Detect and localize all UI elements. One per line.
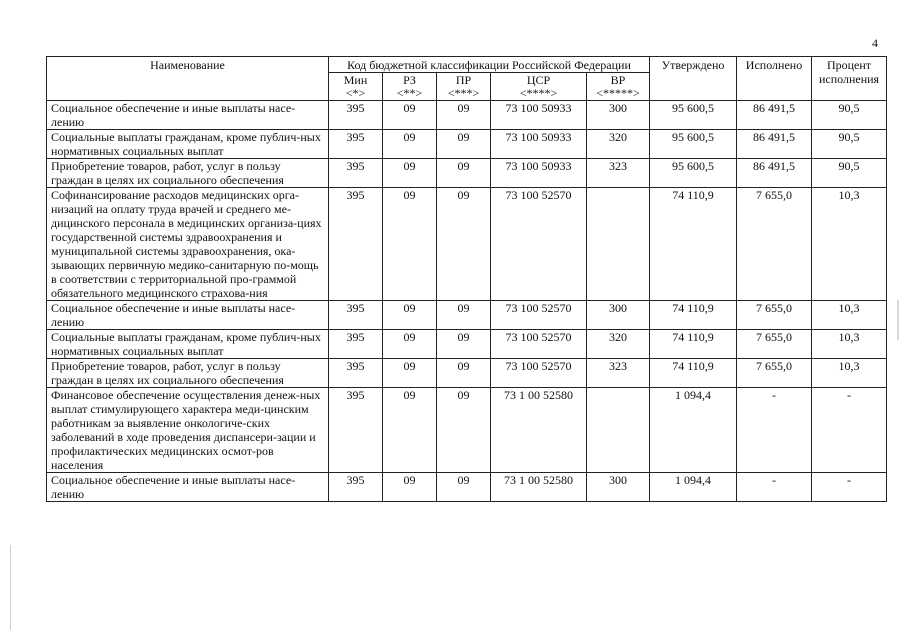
scan-edge-line bbox=[10, 545, 11, 630]
row-pr: 09 bbox=[437, 130, 491, 159]
row-min: 395 bbox=[329, 188, 383, 301]
row-min: 395 bbox=[329, 359, 383, 388]
header-rz-label: РЗ bbox=[403, 73, 416, 87]
row-executed: 86 491,5 bbox=[737, 101, 812, 130]
row-min: 395 bbox=[329, 159, 383, 188]
row-pr: 09 bbox=[437, 330, 491, 359]
header-pr-label: ПР bbox=[455, 73, 472, 87]
row-name: Социальные выплаты гражданам, кроме публич-ных нормативных социальных выплат bbox=[47, 330, 329, 359]
budget-execution-table bbox=[46, 56, 887, 502]
row-vr: 300 bbox=[587, 473, 650, 502]
row-approved: 95 600,5 bbox=[650, 130, 737, 159]
row-csr: 73 1 00 52580 bbox=[491, 388, 587, 473]
table-row bbox=[47, 301, 887, 330]
row-vr bbox=[587, 388, 650, 473]
row-vr: 323 bbox=[587, 359, 650, 388]
row-csr: 73 100 52570 bbox=[491, 359, 587, 388]
header-vr-label: ВР bbox=[610, 73, 626, 87]
row-percent: 90,5 bbox=[812, 159, 887, 188]
row-csr: 73 100 50933 bbox=[491, 101, 587, 130]
row-rz: 09 bbox=[383, 188, 437, 301]
row-csr: 73 1 00 52580 bbox=[491, 473, 587, 502]
row-min: 395 bbox=[329, 130, 383, 159]
row-executed: 86 491,5 bbox=[737, 130, 812, 159]
row-executed: 7 655,0 bbox=[737, 188, 812, 301]
row-vr bbox=[587, 188, 650, 301]
header-budget-code: Код бюджетной классификации Российской Федерации bbox=[329, 57, 650, 73]
header-csr bbox=[491, 73, 587, 101]
header-vr-note: <*****> bbox=[596, 86, 640, 100]
row-rz: 09 bbox=[383, 388, 437, 473]
row-approved: 74 110,9 bbox=[650, 301, 737, 330]
row-csr: 73 100 52570 bbox=[491, 188, 587, 301]
row-min: 395 bbox=[329, 330, 383, 359]
row-pr: 09 bbox=[437, 188, 491, 301]
row-percent: 10,3 bbox=[812, 301, 887, 330]
row-approved: 74 110,9 bbox=[650, 188, 737, 301]
row-min: 395 bbox=[329, 301, 383, 330]
row-vr: 320 bbox=[587, 130, 650, 159]
row-csr: 73 100 52570 bbox=[491, 330, 587, 359]
header-min-note: <*> bbox=[345, 86, 366, 100]
row-approved: 95 600,5 bbox=[650, 101, 737, 130]
row-approved: 1 094,4 bbox=[650, 473, 737, 502]
header-rz bbox=[383, 73, 437, 101]
row-rz: 09 bbox=[383, 159, 437, 188]
table-header-row bbox=[47, 57, 887, 73]
row-vr: 300 bbox=[587, 301, 650, 330]
row-name: Приобретение товаров, работ, услуг в пользу граждан в целях их социального обеспечения bbox=[47, 359, 329, 388]
table-row bbox=[47, 188, 887, 301]
row-percent: 10,3 bbox=[812, 359, 887, 388]
row-rz: 09 bbox=[383, 330, 437, 359]
header-executed: Исполнено bbox=[737, 57, 812, 101]
row-vr: 320 bbox=[587, 330, 650, 359]
row-pr: 09 bbox=[437, 159, 491, 188]
row-approved: 74 110,9 bbox=[650, 359, 737, 388]
table-row bbox=[47, 359, 887, 388]
row-name: Софинансирование расходов медицинских орга-низаций на оплату труда врачей и среднего ме-дицинского персонала в медицинских организа-циях государственной системы здравоохранения и муниципальной системы здравоохранения, ока-зывающих первичную медико-санитарную по-мощь в соответствии с территориальной про-граммой обязательного медицинского страхова-ния bbox=[47, 188, 329, 301]
row-approved: 95 600,5 bbox=[650, 159, 737, 188]
row-min: 395 bbox=[329, 101, 383, 130]
row-percent: - bbox=[812, 388, 887, 473]
row-name: Социальное обеспечение и иные выплаты насе-лению bbox=[47, 473, 329, 502]
header-vr bbox=[587, 73, 650, 101]
page-number: 4 bbox=[872, 36, 878, 50]
header-rz-note: <**> bbox=[396, 86, 423, 100]
row-executed: - bbox=[737, 473, 812, 502]
row-rz: 09 bbox=[383, 130, 437, 159]
table-row bbox=[47, 473, 887, 502]
row-name: Социальное обеспечение и иные выплаты насе-лению bbox=[47, 301, 329, 330]
row-pr: 09 bbox=[437, 101, 491, 130]
header-name: Наименование bbox=[47, 57, 329, 101]
row-csr: 73 100 50933 bbox=[491, 130, 587, 159]
row-executed: - bbox=[737, 388, 812, 473]
row-percent: 90,5 bbox=[812, 130, 887, 159]
row-rz: 09 bbox=[383, 359, 437, 388]
header-approved: Утверждено bbox=[650, 57, 737, 101]
header-csr-label: ЦСР bbox=[526, 73, 551, 87]
row-percent: 90,5 bbox=[812, 101, 887, 130]
row-executed: 7 655,0 bbox=[737, 301, 812, 330]
row-name: Социальные выплаты гражданам, кроме публич-ных нормативных социальных выплат bbox=[47, 130, 329, 159]
row-executed: 7 655,0 bbox=[737, 330, 812, 359]
header-percent: Процент исполнения bbox=[812, 57, 887, 101]
row-vr: 323 bbox=[587, 159, 650, 188]
row-percent: 10,3 bbox=[812, 330, 887, 359]
table-row bbox=[47, 130, 887, 159]
row-pr: 09 bbox=[437, 473, 491, 502]
header-min-label: Мин bbox=[343, 73, 368, 87]
header-pr bbox=[437, 73, 491, 101]
header-csr-note: <****> bbox=[519, 86, 558, 100]
row-min: 395 bbox=[329, 473, 383, 502]
row-executed: 7 655,0 bbox=[737, 359, 812, 388]
row-csr: 73 100 50933 bbox=[491, 159, 587, 188]
header-pr-note: <***> bbox=[447, 86, 480, 100]
row-vr: 300 bbox=[587, 101, 650, 130]
row-executed: 86 491,5 bbox=[737, 159, 812, 188]
row-rz: 09 bbox=[383, 301, 437, 330]
table-row bbox=[47, 159, 887, 188]
row-percent: 10,3 bbox=[812, 188, 887, 301]
row-rz: 09 bbox=[383, 473, 437, 502]
row-pr: 09 bbox=[437, 388, 491, 473]
table-row bbox=[47, 330, 887, 359]
table-row bbox=[47, 388, 887, 473]
header-min bbox=[329, 73, 383, 101]
row-pr: 09 bbox=[437, 301, 491, 330]
table-row bbox=[47, 101, 887, 130]
row-csr: 73 100 52570 bbox=[491, 301, 587, 330]
row-name: Финансовое обеспечение осуществления денеж-ных выплат стимулирующего характера меди-цинским работникам за выявление онкологиче-ских заболеваний в ходе проведения диспансери-зации и профилактических медицинских осмот-ров населения bbox=[47, 388, 329, 473]
row-min: 395 bbox=[329, 388, 383, 473]
scan-edge-mark bbox=[897, 300, 899, 340]
row-rz: 09 bbox=[383, 101, 437, 130]
row-approved: 1 094,4 bbox=[650, 388, 737, 473]
row-pr: 09 bbox=[437, 359, 491, 388]
row-percent: - bbox=[812, 473, 887, 502]
row-approved: 74 110,9 bbox=[650, 330, 737, 359]
row-name: Приобретение товаров, работ, услуг в пользу граждан в целях их социального обеспечения bbox=[47, 159, 329, 188]
row-name: Социальное обеспечение и иные выплаты насе-лению bbox=[47, 101, 329, 130]
